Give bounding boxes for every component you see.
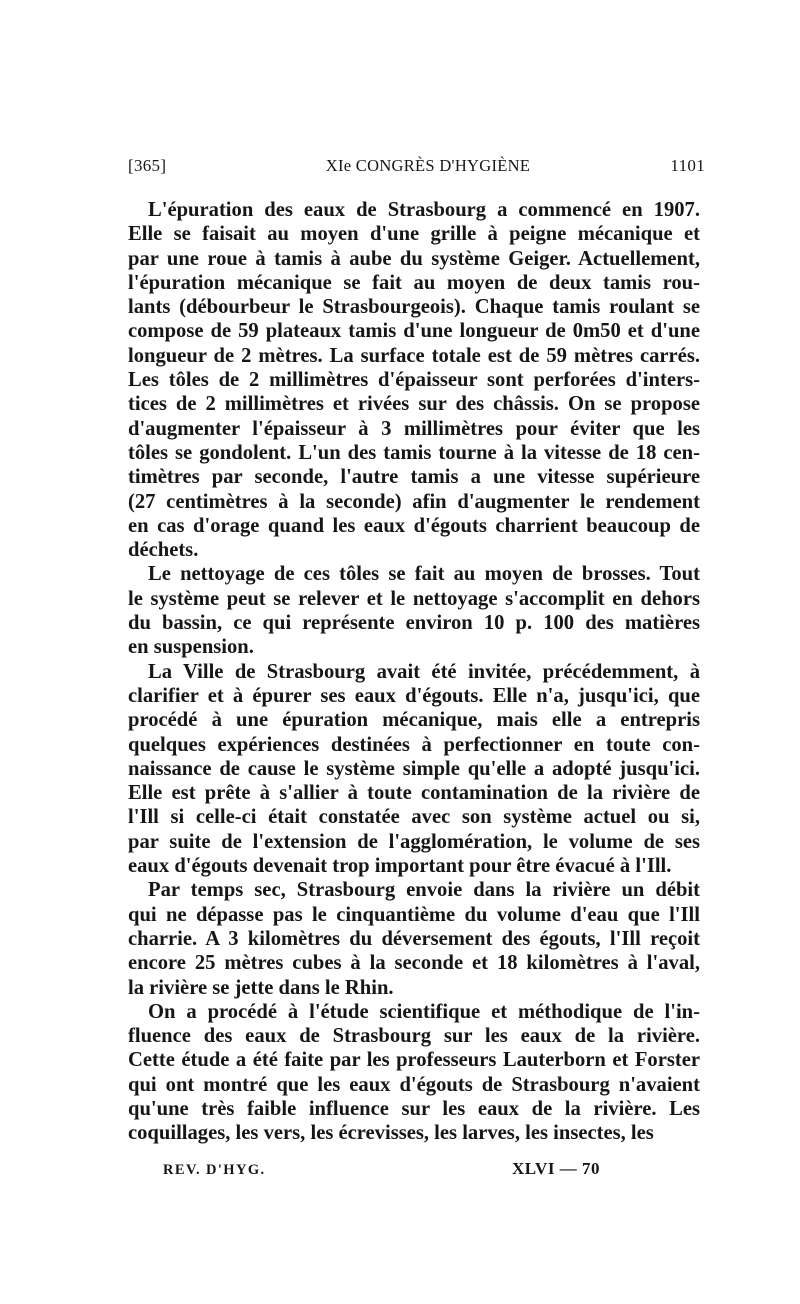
text-line: tices de 2 millimètres et rivées sur des châssis. On se propose	[128, 393, 700, 416]
text-line: encore 25 mètres cubes à la seconde et 18 kilomètres à l'aval,	[128, 952, 700, 975]
page-number: 1101	[670, 156, 705, 175]
volume-signature: XLVI — 70	[512, 1159, 600, 1178]
paragraph	[128, 198, 700, 562]
text-line: en cas d'orage quand les eaux d'égouts charrient beaucoup de	[128, 514, 700, 537]
text-line: l'épuration mécanique se fait au moyen de deux tamis rou-	[128, 271, 700, 294]
text-line: La Ville de Strasbourg avait été invitée, précédemment, à	[148, 660, 700, 683]
text-line: tôles se gondolent. L'un des tamis tourne à la vitesse de 18 cen-	[128, 441, 700, 464]
text-line: par suite de l'extension de l'agglomération, le volume de ses	[128, 830, 700, 853]
text-line: Par temps sec, Strasbourg envoie dans la rivière un débit	[148, 879, 700, 902]
text-line: la rivière se jette dans le Rhin.	[128, 976, 394, 999]
paragraph	[128, 660, 700, 879]
text-line: longueur de 2 mètres. La surface totale est de 59 mètres carrés.	[128, 344, 700, 367]
text-line: compose de 59 plateaux tamis d'une longueur de 0m50 et d'une	[128, 320, 700, 343]
text-line: déchets.	[128, 539, 199, 562]
text-line: Elle se faisait au moyen d'une grille à peigne mécanique et	[128, 223, 700, 246]
paragraph	[128, 562, 700, 659]
text-line: l'Ill si celle-ci était constatée avec son système actuel ou si,	[128, 806, 700, 829]
text-line: Cette étude a été faite par les professeurs Lauterborn et Forster	[128, 1049, 700, 1072]
article-body	[128, 198, 700, 1146]
page-footer	[163, 1159, 623, 1186]
text-line: L'épuration des eaux de Strasbourg a commencé en 1907.	[148, 199, 700, 221]
text-line: coquillages, les vers, les écrevisses, les larves, les insectes, les	[128, 1122, 654, 1145]
text-line: Elle est prête à s'allier à toute contamination de la rivière de	[128, 782, 700, 805]
text-line: naissance de cause le système simple qu'elle a adopté jusqu'ici.	[128, 757, 700, 780]
text-line: clarifier et à épurer ses eaux d'égouts. Elle n'a, jusqu'ici, que	[128, 684, 700, 707]
text-line: en suspension.	[128, 636, 254, 659]
text-line: timètres par seconde, l'autre tamis a une vitesse supérieure	[128, 466, 700, 489]
text-line: charrie. A 3 kilomètres du déversement des égouts, l'Ill reçoit	[128, 927, 700, 950]
journal-abbreviation: REV. D'HYG.	[163, 1162, 266, 1178]
text-line: lants (débourbeur le Strasbourgeois). Chaque tamis roulant se	[128, 296, 700, 319]
paragraph	[128, 1000, 700, 1146]
text-line: fluence des eaux de Strasbourg sur les eaux de la rivière.	[128, 1025, 700, 1048]
page-reference: [365]	[128, 156, 167, 175]
running-header	[128, 156, 705, 182]
text-line: le système peut se relever et le nettoyage s'accomplit en dehors	[128, 587, 700, 610]
text-line: procédé à une épuration mécanique, mais elle a entrepris	[128, 709, 700, 732]
text-line: qui ont montré que les eaux d'égouts de Strasbourg n'avaient	[128, 1073, 700, 1096]
text-line: par une roue à tamis à aube du système Geiger. Actuellement,	[128, 247, 700, 270]
text-line: On a procédé à l'étude scientifique et méthodique de l'in-	[148, 1000, 700, 1023]
text-line: qu'une très faible influence sur les eaux de la rivière. Les	[128, 1097, 700, 1120]
text-line: Les tôles de 2 millimètres d'épaisseur sont perforées d'inters-	[128, 369, 700, 392]
text-line: qui ne dépasse pas le cinquantième du volume d'eau que l'Ill	[128, 903, 700, 926]
text-line: d'augmenter l'épaisseur à 3 millimètres pour éviter que les	[128, 417, 700, 440]
text-line: Le nettoyage de ces tôles se fait au moyen de brosses. Tout	[148, 563, 700, 586]
text-line: du bassin, ce qui représente environ 10 p. 100 des matières	[128, 612, 700, 635]
text-line: quelques expériences destinées à perfectionner en toute con-	[128, 733, 700, 756]
text-line: eaux d'égouts devenait trop important pour être évacué à l'Ill.	[128, 855, 672, 878]
paragraph	[128, 878, 700, 999]
text-line: (27 centimètres à la seconde) afin d'augmenter le rendement	[128, 490, 700, 513]
running-title: XIe CONGRÈS D'HYGIÈNE	[325, 156, 531, 175]
